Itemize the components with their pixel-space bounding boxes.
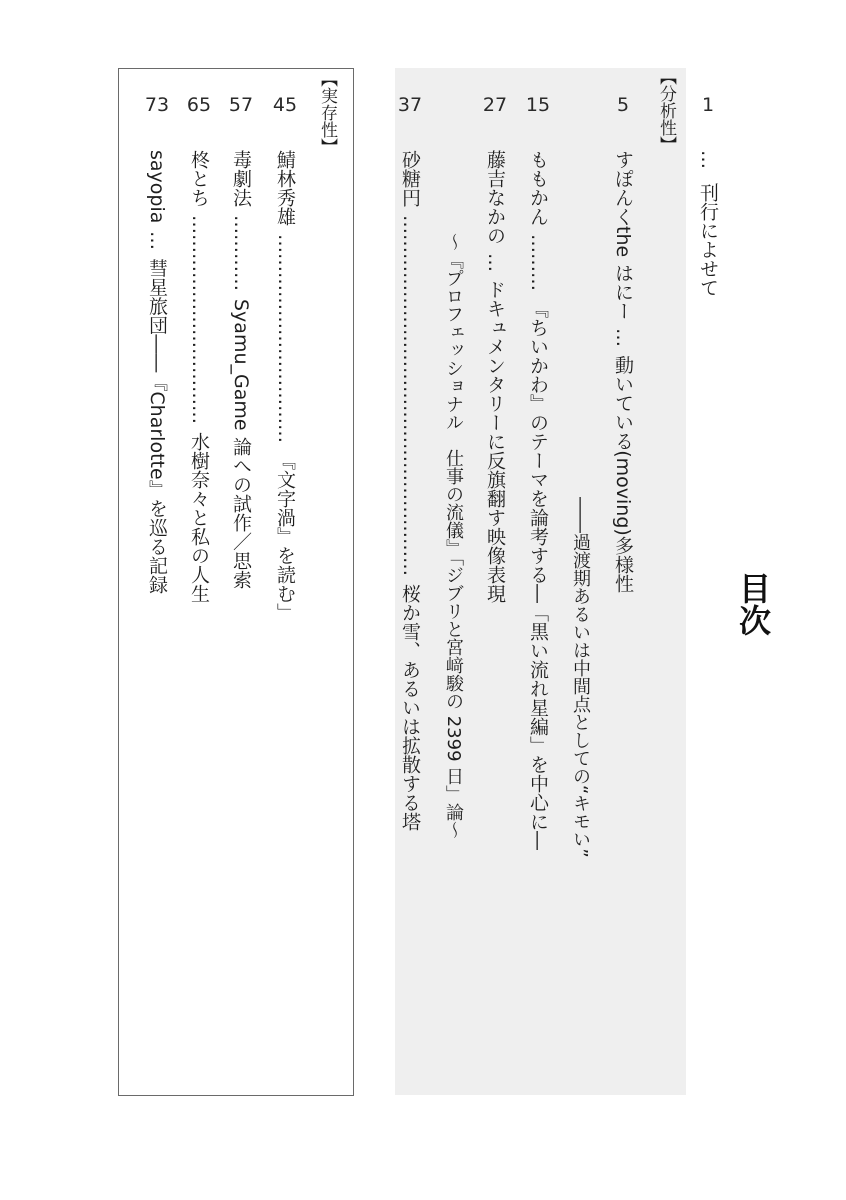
entry-title: ドキュメンタリーに反旗翻す映像表現 xyxy=(484,280,506,603)
toc-entry-line xyxy=(187,150,211,603)
page-number: 73 xyxy=(144,94,170,116)
toc-entry-line xyxy=(145,150,169,594)
entry-title: 動いている(moving)多様性 xyxy=(612,355,634,593)
dot-leader: ………… xyxy=(230,215,252,291)
entry-author: 柊とち xyxy=(188,150,210,207)
toc-entry-line xyxy=(398,150,422,831)
entry-author: 鯖林秀雄 xyxy=(274,150,296,226)
page-number: 5 xyxy=(616,94,630,116)
page-number: 45 xyxy=(272,94,298,116)
entry-title: 水樹奈々と私の人生 xyxy=(188,432,210,603)
section-label: 【実存性】 xyxy=(317,70,337,155)
dot-leader: … xyxy=(612,328,634,348)
page-number: 37 xyxy=(397,94,423,116)
toc-entry-line xyxy=(696,150,720,297)
entry-author: 砂糖円 xyxy=(399,150,421,207)
entry-author: sayopia xyxy=(146,150,168,224)
dot-leader: … xyxy=(484,253,506,272)
entry-author: 藤吉なかの xyxy=(484,150,506,245)
page-title: 目次 xyxy=(734,572,772,636)
entry-subtitle: ――過渡期あるいは中間点としての“キモい” xyxy=(570,497,591,858)
dot-leader: … xyxy=(697,150,719,169)
toc-entry-line xyxy=(611,150,635,593)
entry-title: Syamu_Game 論への試作／思索 xyxy=(230,299,252,589)
toc-entry-line xyxy=(483,150,507,603)
entry-title: 桜か雪、あるいは拡散する塔 xyxy=(399,584,421,831)
toc-entry-line xyxy=(526,150,550,850)
entry-title: 彗星旅団――『Charlotte』を巡る記録 xyxy=(146,258,168,594)
section-label: 【分析性】 xyxy=(656,68,676,153)
toc-entry-line xyxy=(229,150,253,589)
page-number: 57 xyxy=(228,94,254,116)
dot-leader: ……… xyxy=(527,234,549,291)
dot-leader: … xyxy=(146,231,168,251)
dot-leader: …………………………… xyxy=(188,215,210,424)
entry-subtitle: 〜『プロフェッショナル 仕事の流儀』「ジブリと宮﨑駿の 2399 日」論〜 xyxy=(443,233,464,840)
page-number: 1 xyxy=(701,94,715,116)
entry-title: 刊行によせて xyxy=(697,183,719,297)
entry-title: 『ちいかわ』のテーマを論考する―「黒い流れ星編」を中心に― xyxy=(527,299,549,850)
entry-author: すぽんくthe はにー xyxy=(612,150,634,321)
dot-leader: ………………………………………………… xyxy=(399,215,421,576)
entry-author: ももかん xyxy=(527,150,549,226)
page-number: 15 xyxy=(525,94,551,116)
page-number: 65 xyxy=(186,94,212,116)
toc-entry-line xyxy=(273,150,297,622)
entry-author: 毒劇法 xyxy=(230,150,252,207)
entry-title: 『文字渦』を読む」 xyxy=(274,451,296,622)
page-number: 27 xyxy=(482,94,508,116)
dot-leader: …………………………… xyxy=(274,234,296,443)
